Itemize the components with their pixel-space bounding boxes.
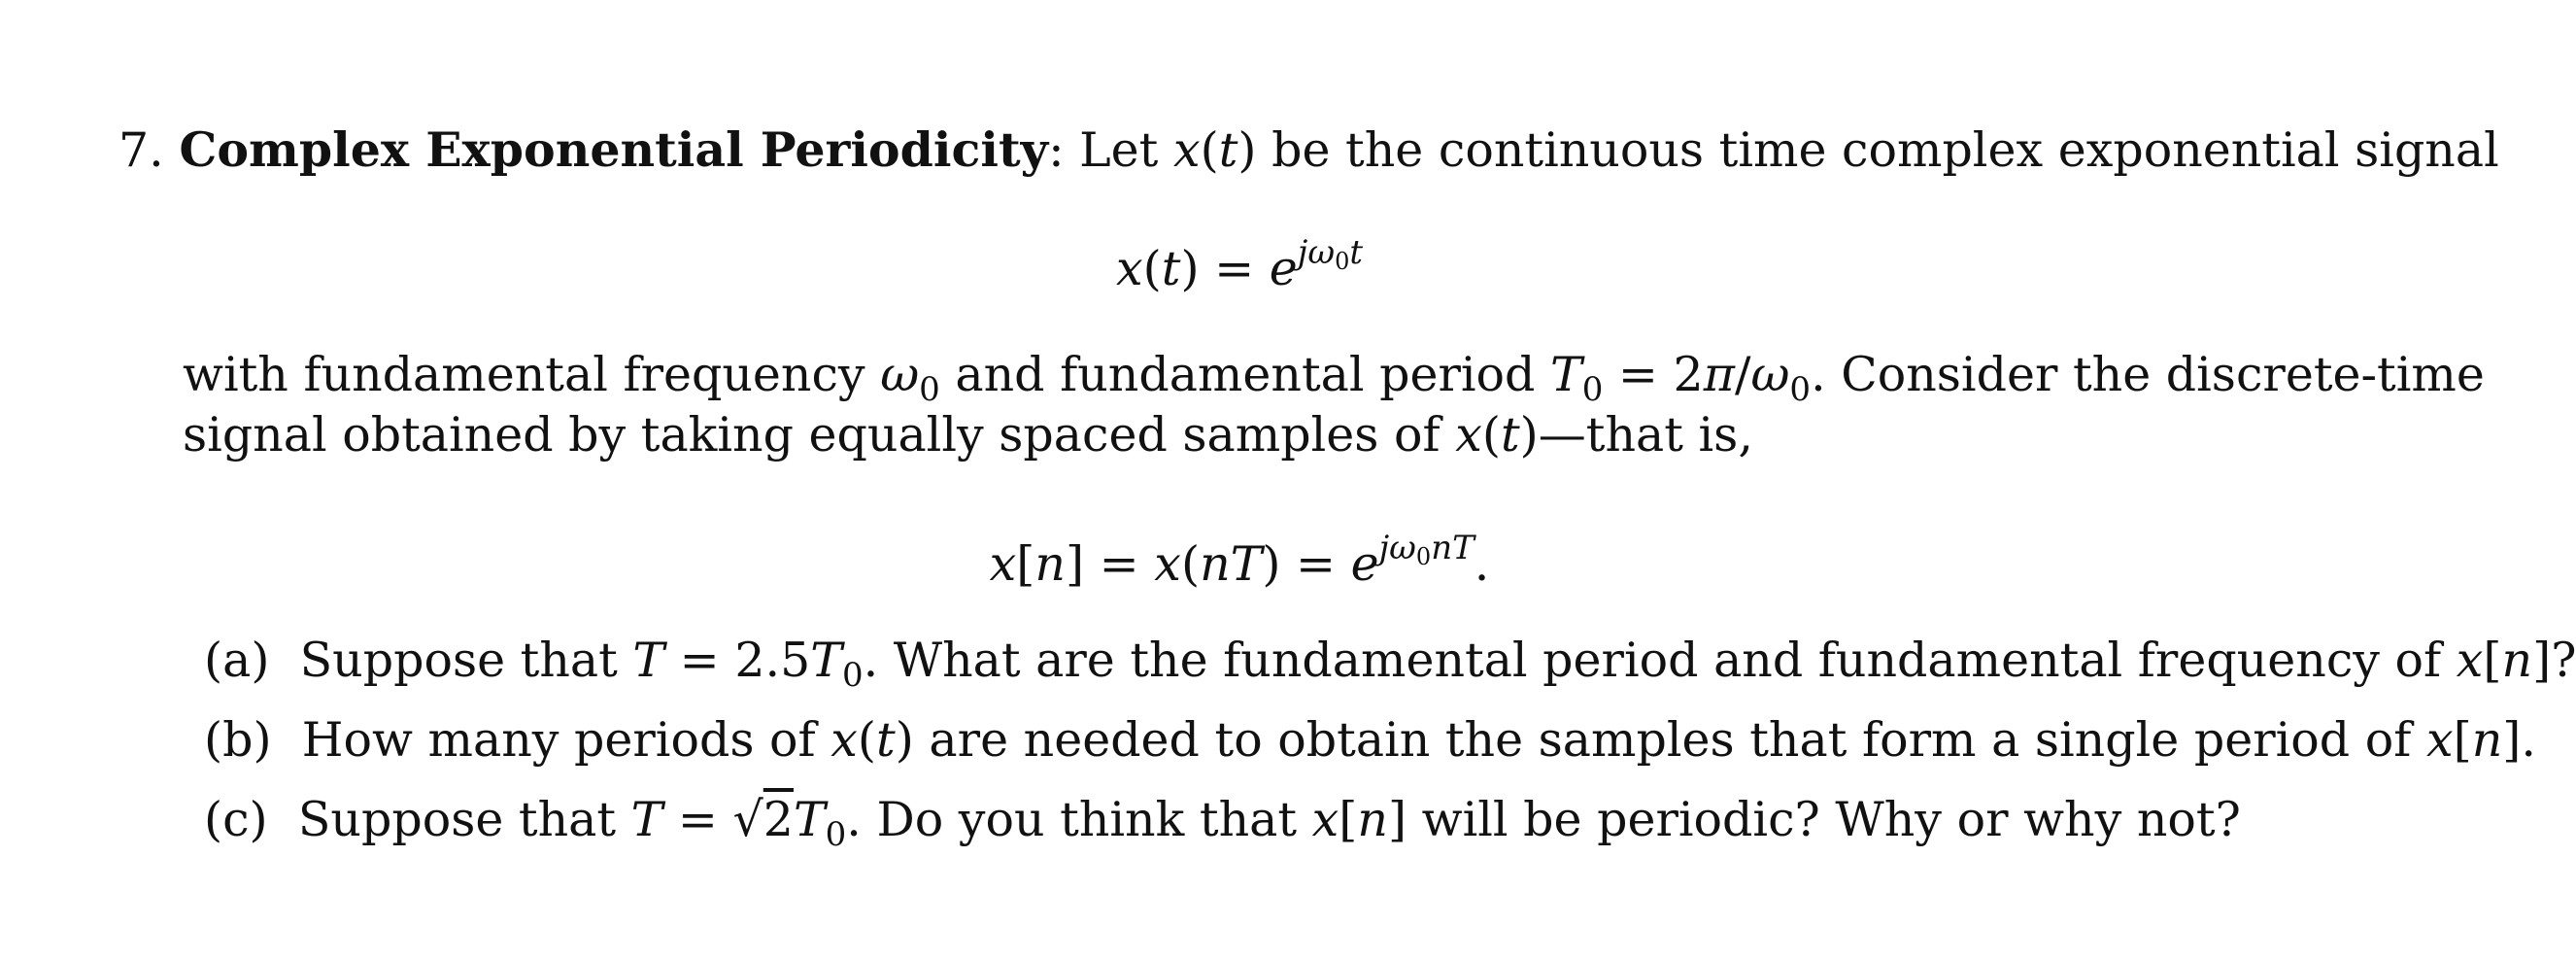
part-b-label: (b) — [204, 712, 272, 768]
problem-intro: : Let x(t) be the continuous time complex exponential signal — [1048, 122, 2499, 178]
part-b: (b) How many periods of x(t) are needed to obtain the samples that form a single period of x[n]. — [204, 712, 2536, 768]
problem-number: 7. — [119, 122, 164, 178]
part-a-label: (a) — [204, 633, 270, 688]
part-a: (a) Suppose that $T = 2.5T_0$. What are the fundamental period and fundamental frequency of x[n]? — [204, 633, 2576, 695]
problem-header — [119, 120, 2499, 180]
part-c-label: (c) — [204, 792, 268, 847]
problem-title: Complex Exponential Periodicity — [179, 121, 1049, 178]
part-c: (c) Suppose that $T = √2T_0$. Do you think that x[n] will be periodic? Why or why not? — [204, 792, 2241, 854]
paragraph-line-2: signal obtained by taking equally spaced samples of x(t)—that is, — [183, 407, 1753, 463]
paragraph-line-1: with fundamental frequency $\omega_0$ and fundamental period $T_0 = 2\pi/\omega_0$. Consider the discrete-time — [183, 347, 2485, 409]
equation-discrete: $x[n] = x(nT) = e^{j\omega 0nT}$. — [989, 529, 1490, 592]
equation-continuous: $x(t) = e^{j\omega 0t}$ — [1115, 233, 1364, 296]
